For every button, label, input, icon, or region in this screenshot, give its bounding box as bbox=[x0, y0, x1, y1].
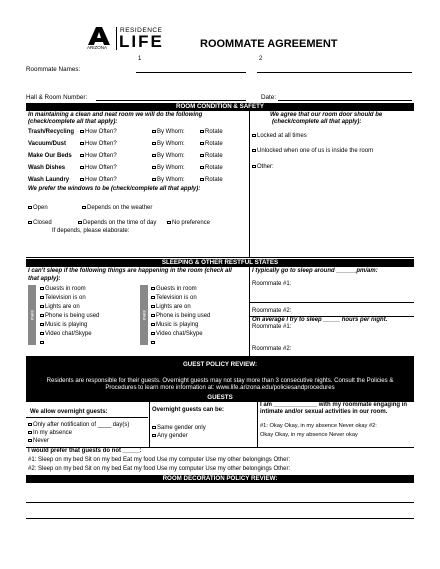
roommate-2-name-field[interactable] bbox=[257, 72, 412, 73]
by-whom-field[interactable]: By Whom: bbox=[152, 153, 185, 161]
guest-policy-title: GUEST POLICY REVIEW: bbox=[182, 361, 258, 368]
how-often-field[interactable]: How Often? bbox=[80, 141, 117, 149]
intimate-intro-2: intimate and/or sexual activities in our room. bbox=[260, 409, 388, 415]
clean-intro-2: (check/complete all that apply): bbox=[28, 119, 118, 125]
guests-absence-checkbox[interactable]: In my absence bbox=[28, 430, 72, 438]
by-whom-field[interactable]: By Whom: bbox=[152, 177, 185, 185]
sleep-item-checkbox[interactable]: Video chat/Skype bbox=[151, 331, 203, 339]
condition-border-left bbox=[26, 257, 414, 258]
by-whom-field[interactable]: By Whom: bbox=[152, 165, 185, 173]
guest-policy-text: Residents are responsible for their guests. Overnight guests may not stay more than 3 consecutive nights. Consult the Policies & bbox=[46, 377, 394, 384]
door-other-checkbox[interactable]: Other: bbox=[252, 164, 274, 172]
guests-never-checkbox[interactable]: Never bbox=[28, 438, 49, 446]
logo-divider bbox=[116, 27, 117, 50]
chore-label: Make Our Beds bbox=[28, 153, 72, 159]
sleep-item-checkbox[interactable]: Phone is being used bbox=[40, 313, 99, 321]
sleep-item-blank-checkbox[interactable] bbox=[151, 340, 156, 348]
cant-sleep-intro: I can't sleep if the following things are happening in the room (check all bbox=[28, 268, 232, 274]
clean-intro: In maintaining a clean and neat room we will do the following bbox=[28, 112, 203, 118]
window-time-checkbox[interactable]: Depends on the time of day bbox=[78, 220, 156, 228]
sleep-time-rm1-field[interactable] bbox=[250, 302, 414, 303]
roommate-1-column-label: mate bbox=[28, 285, 36, 345]
door-intro: We agree that our room door should be bbox=[270, 112, 383, 118]
chore-label: Trash/Recycling bbox=[28, 129, 75, 135]
allow-guests-label: We allow overnight guests: bbox=[30, 409, 108, 415]
intimate-options-2[interactable]: Okay Okay, in my absence Never okay bbox=[260, 432, 358, 438]
sleep-item-checkbox[interactable]: Music is playing bbox=[40, 322, 87, 330]
rotate-checkbox[interactable]: Rotate bbox=[200, 141, 223, 149]
chore-label: Wash Laundry bbox=[28, 177, 70, 183]
sleep-item-checkbox[interactable]: Lights are on bbox=[151, 304, 191, 312]
how-often-field[interactable]: How Often? bbox=[80, 129, 117, 137]
prefer-guests-label: I would prefer that guests do not _____: bbox=[28, 448, 142, 454]
by-whom-field[interactable]: By Whom: bbox=[152, 141, 185, 149]
decoration-line-1[interactable] bbox=[26, 502, 414, 503]
door-unlocked-checkbox[interactable]: Unlocked when one of us is inside the room bbox=[252, 148, 373, 156]
arizona-a-icon bbox=[88, 27, 110, 45]
brand-big: LIFE bbox=[119, 32, 164, 51]
window-open-checkbox[interactable]: Open bbox=[28, 205, 48, 213]
guests-notification-checkbox[interactable]: Only after notification of ____ day(s) bbox=[28, 422, 129, 430]
intimate-options-1[interactable]: #1: Okay Okay, in my absence Never okay #2: bbox=[260, 423, 377, 429]
roommate-number-1: 1 bbox=[138, 56, 142, 62]
windows-intro: We prefer the windows to be (check/complete all that apply): bbox=[28, 186, 201, 192]
page-title: ROOMMATE AGREEMENT bbox=[200, 38, 338, 50]
prefer-options-rm1[interactable]: #1: Sleep on my bed Sit on my bed Eat my food Use my computer Use my other belongings Other: bbox=[28, 457, 291, 463]
arizona-logo bbox=[88, 27, 110, 45]
condition-divider bbox=[249, 111, 250, 257]
guests-divider-1 bbox=[149, 402, 150, 447]
rotate-checkbox[interactable]: Rotate bbox=[200, 153, 223, 161]
sleep-item-checkbox[interactable]: Phone is being used bbox=[151, 313, 210, 321]
sleep-item-blank-checkbox[interactable] bbox=[40, 340, 45, 348]
sleep-hours-rm1: Roommate #1: bbox=[252, 324, 292, 330]
roommate-2-column-label: mate bbox=[140, 285, 148, 345]
chore-label: Vacuum/Dust bbox=[28, 141, 67, 147]
guest-policy-text-2: Procedures to learn more information at: www.life.arizona.edu/policiesandprocedures bbox=[105, 384, 335, 391]
sleeping-bar: SLEEPING & OTHER RESTFUL STATES bbox=[26, 259, 414, 267]
door-intro-2: (check/complete all that apply): bbox=[272, 119, 362, 125]
door-locked-checkbox[interactable]: Locked at all times bbox=[252, 133, 307, 141]
window-weather-checkbox[interactable]: Depends on the weather bbox=[82, 205, 152, 213]
hall-room-label: Hall & Room Number: bbox=[26, 94, 88, 101]
window-none-checkbox[interactable]: No preference bbox=[167, 220, 210, 228]
same-gender-checkbox[interactable]: Same gender only bbox=[152, 425, 206, 433]
how-often-field[interactable]: How Often? bbox=[80, 153, 117, 161]
rotate-checkbox[interactable]: Rotate bbox=[200, 129, 223, 137]
window-elaborate-label: If depends, please elaborate: bbox=[52, 228, 130, 234]
guests-header-line-left bbox=[26, 417, 148, 418]
sleep-item-checkbox[interactable]: Television is on bbox=[151, 295, 197, 303]
sleep-item-checkbox[interactable]: Guests in room bbox=[40, 286, 86, 294]
by-whom-field[interactable]: By Whom: bbox=[152, 129, 185, 137]
decoration-bar: ROOM DECORATION POLICY REVIEW: bbox=[26, 475, 414, 483]
sleep-item-checkbox[interactable]: Television is on bbox=[40, 295, 86, 303]
rotate-checkbox[interactable]: Rotate bbox=[200, 177, 223, 185]
any-gender-checkbox[interactable]: Any gender bbox=[152, 433, 188, 441]
cant-sleep-intro-2: that apply): bbox=[28, 276, 61, 282]
guests-divider-2 bbox=[257, 402, 258, 447]
sleep-time-rm1: Roommate #1: bbox=[252, 281, 292, 287]
sleep-hours-intro: On average I try to sleep _____ hours per night. bbox=[252, 317, 388, 323]
prefer-options-rm2[interactable]: #2: Sleep on my bed Sit on my bed Eat my food Use my computer Use my other belongings Other: bbox=[28, 466, 291, 472]
room-condition-bar: ROOM CONDITION & SAFETY bbox=[26, 103, 414, 111]
chore-label: Wash Dishes bbox=[28, 165, 66, 171]
decoration-line-2[interactable] bbox=[26, 518, 414, 519]
date-field[interactable] bbox=[278, 100, 412, 101]
rotate-checkbox[interactable]: Rotate bbox=[200, 165, 223, 173]
hall-room-field[interactable] bbox=[96, 100, 246, 101]
how-often-field[interactable]: How Often? bbox=[80, 165, 117, 173]
sleep-item-checkbox[interactable]: Lights are on bbox=[40, 304, 80, 312]
roommate-names-label: Roommate Names: bbox=[26, 66, 81, 73]
sleep-item-checkbox[interactable]: Music is playing bbox=[151, 322, 198, 330]
sleep-item-checkbox[interactable]: Video chat/Skype bbox=[40, 331, 92, 339]
roommate-1-name-field[interactable] bbox=[136, 72, 246, 73]
sleep-hours-rm2: Roommate #2: bbox=[252, 346, 292, 352]
guests-title: GUESTS bbox=[207, 394, 233, 401]
guests-can-be-label: Overnight guests can be: bbox=[152, 407, 225, 413]
sleep-time-intro: I typically go to sleep around ______pm/am: bbox=[252, 268, 378, 274]
how-often-field[interactable]: How Often? bbox=[80, 177, 117, 185]
roommate-number-2: 2 bbox=[259, 56, 263, 62]
date-label: Date: bbox=[261, 94, 277, 101]
sleep-time-rm2: Roommate #2: bbox=[252, 308, 292, 314]
university-name: ARIZONA bbox=[87, 45, 108, 50]
sleep-item-checkbox[interactable]: Guests in room bbox=[151, 286, 197, 294]
window-closed-checkbox[interactable]: Closed bbox=[28, 220, 52, 228]
intimate-intro: I am _____________ with my roommate engaging in bbox=[260, 402, 408, 408]
brand-small: RESIDENCE bbox=[120, 27, 163, 34]
sleeping-divider bbox=[249, 267, 250, 356]
